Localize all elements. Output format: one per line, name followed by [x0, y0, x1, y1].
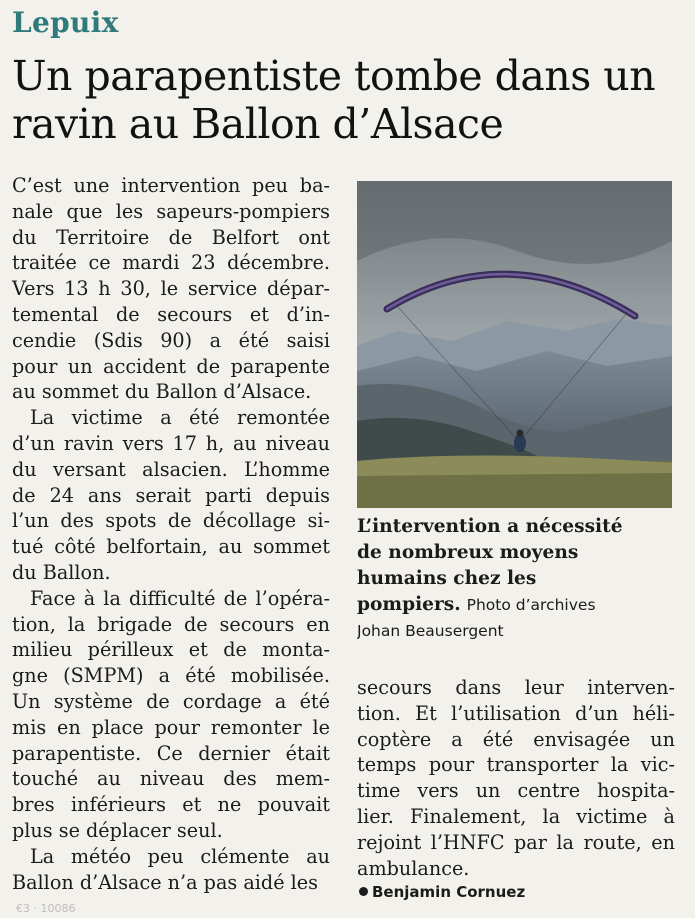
- caption-bold-last: pompiers.: [357, 594, 461, 615]
- body-text-line: bres inférieurs et ne pouvait: [12, 793, 330, 817]
- body-text-line: lier. Finalement, la victime à: [357, 804, 675, 828]
- caption-last-line: [357, 592, 682, 618]
- article-body-right: [357, 675, 675, 881]
- body-text-line: Vers 13 h 30, le service dépar-: [12, 277, 330, 301]
- body-text-line: Face à la difficulté de l’opéra-: [30, 586, 330, 610]
- body-text-line: rejoint l’HNFC par la route, en: [357, 830, 675, 854]
- body-text-line: parapentiste. Ce dernier était: [12, 741, 330, 765]
- body-text-line: temental de secours et d’in-: [12, 302, 330, 326]
- bullet-icon: [359, 887, 368, 896]
- body-text-line: tion, la brigade de secours en: [12, 612, 330, 636]
- body-text-line: secours dans leur interven-: [357, 676, 675, 699]
- body-text-line: La victime a été remontée: [30, 406, 330, 430]
- body-text-line: au sommet du Ballon d’Alsace.: [12, 380, 312, 404]
- body-text-line: La météo peu clémente au: [30, 844, 330, 868]
- body-text-line: cendie (Sdis 90) a été saisi: [12, 328, 330, 352]
- body-text-line: plus se déplacer seul.: [12, 818, 223, 842]
- body-text-line: Ballon d’Alsace n’a pas aidé les: [12, 870, 318, 894]
- paraglider-photo-icon: [357, 181, 672, 508]
- caption-bold-line: de nombreux moyens: [357, 542, 579, 563]
- body-text-line: du Territoire de Belfort ont: [12, 225, 330, 249]
- body-text-line: coptère a été envisagée un: [357, 727, 675, 751]
- body-text-line: C’est une intervention peu ba-: [12, 174, 330, 197]
- byline-author: Benjamin Cornuez: [372, 883, 526, 901]
- byline: [359, 883, 525, 901]
- caption-bold-line: L’intervention a nécessité: [357, 516, 623, 537]
- photo-credit-a: Photo d’archives: [466, 596, 596, 614]
- photo-caption: [357, 514, 682, 644]
- body-text-line: du versant alsacien. L’homme: [12, 457, 330, 481]
- article-kicker: Lepuix: [12, 6, 119, 39]
- caption-bold-line: humains chez les: [357, 568, 537, 589]
- body-text-line: tion. Et l’utilisation d’un héli-: [357, 701, 675, 725]
- body-text-line: gne (SMPM) a été mobilisée.: [12, 664, 330, 688]
- body-text-line: touché au niveau des mem-: [12, 767, 330, 791]
- photo-credit-b: Johan Beausergent: [357, 622, 504, 640]
- body-text-line: du Ballon.: [12, 560, 111, 584]
- body-text-line: pour un accident de parapente: [12, 354, 330, 378]
- body-text-line: milieu périlleux et de monta-: [12, 638, 330, 662]
- body-text-line: temps pour transporter la vic-: [357, 753, 675, 777]
- body-text-line: mis en place pour remonter le: [12, 715, 330, 739]
- body-text-line: l’un des spots de décollage si-: [12, 509, 330, 533]
- body-text-line: nale que les sapeurs-pompiers: [12, 199, 330, 223]
- body-text-line: Un système de cordage a été: [12, 689, 330, 713]
- footer-mark: €3 · 10086: [16, 902, 76, 915]
- article-headline: Un parapentiste tombe dans un ravin au Ballon d’Alsace: [12, 52, 656, 148]
- body-text-line: de 24 ans serait parti depuis: [12, 483, 330, 507]
- body-text-line: time vers un centre hospita-: [357, 779, 675, 803]
- body-text-line: d’un ravin vers 17 h, au niveau: [12, 431, 330, 455]
- article-body-left: [12, 173, 330, 895]
- article-photo: [357, 181, 672, 508]
- body-text-line: traitée ce mardi 23 décembre.: [12, 251, 330, 275]
- body-text-line: ambulance.: [357, 856, 470, 880]
- body-text-line: tué côté belfortain, au sommet: [12, 535, 330, 559]
